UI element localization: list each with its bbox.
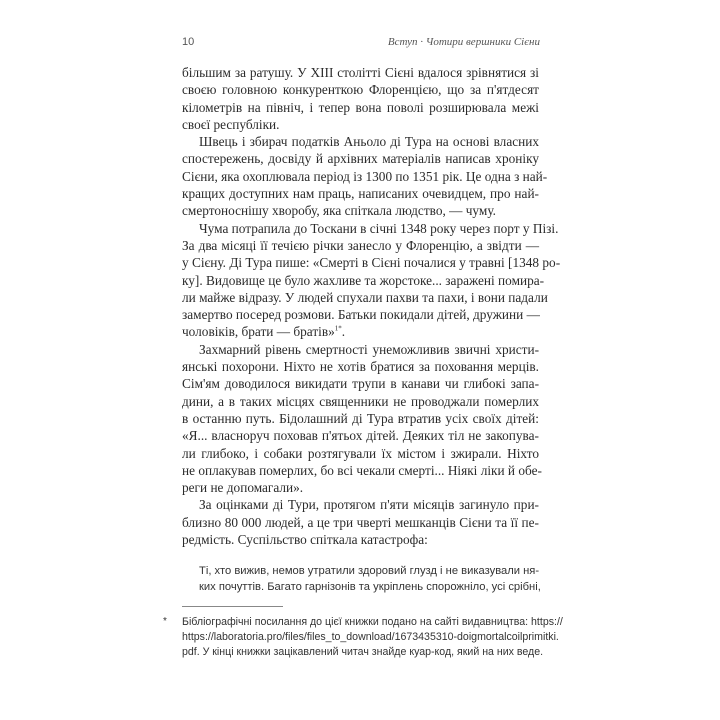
line-text: чоловіків, брати — братів» — [182, 324, 335, 340]
line-text: За два місяці її течією річки занесло у Флоренцію, а звідти — — [182, 237, 539, 253]
line-text: не оплакував померлих, бо всі чекали смерті... Ніякі ліки й обе- — [182, 462, 542, 478]
footnote-line — [182, 630, 559, 645]
text-line — [182, 133, 539, 150]
footnote-line — [182, 645, 544, 660]
text-line — [182, 64, 539, 81]
line-text: більшим за ратушу. У XIII столітті Сієні вдалося зрівнятися зі — [182, 65, 539, 80]
text-line — [182, 185, 539, 202]
text-line — [182, 168, 548, 185]
text-line — [182, 358, 539, 375]
footnote-reference[interactable]: 1* — [334, 325, 342, 334]
line-text: pdf. У кінці книжки зацікавлений читач знайде куар-код, який на них веде. — [182, 646, 544, 658]
text-line — [182, 341, 539, 358]
text-line — [182, 427, 539, 444]
line-text: Захмарний рівень смертності унеможливив звичні христи- — [199, 341, 539, 357]
text-line — [182, 479, 539, 496]
text-line — [182, 237, 539, 254]
text-line — [182, 410, 539, 427]
line-text: своєю головною конкуренткою Флоренцією, що за п'ятдесят — [182, 82, 539, 98]
line-text: смертоноснішу хворобу, яка спіткала людство, — чуму. — [182, 203, 496, 219]
line-text: Ті, хто вижив, немов утратили здоровий глузд і не виказували ня- — [199, 565, 540, 577]
line-text: ли майже відразу. У людей спухали пахви та пахи, і вони падали — [182, 289, 548, 305]
quote-line — [199, 564, 540, 580]
line-text: янські похорони. Ніхто не хотів братися за поховання мерців. — [182, 359, 539, 375]
line-text: «Я... власноруч поховав п'ятьох дітей. Деяких тіл не закопува- — [182, 428, 539, 444]
line-text: За оцінками ді Тури, протягом п'яти місяців загинуло при- — [199, 497, 539, 513]
footnote-line — [182, 615, 563, 630]
footnote-divider — [182, 606, 283, 607]
page-number: 10 — [182, 36, 195, 48]
line-text: Чума потрапила до Тоскани в січні 1348 року через порт у Пізі. — [199, 220, 559, 236]
text-line — [182, 116, 539, 133]
text-line — [182, 306, 539, 323]
line-text: близно 80 000 людей, а це три чверті мешканців Сієни та її пе- — [182, 514, 539, 530]
line-text: Сієни, яка охоплювала період із 1300 по 1351 рік. Це одна з най- — [182, 168, 548, 184]
line-text: ли глибоко, і собаки розтягували їх містом і зжирали. Ніхто — [182, 445, 539, 461]
block-quote — [199, 564, 541, 595]
text-line — [182, 514, 539, 531]
text-line — [182, 462, 542, 479]
line-text: Сім'ям доводилося викидати трупи в канави чи глибокі запа- — [182, 376, 539, 392]
line-text: реги не допомагали». — [182, 480, 304, 496]
body-text — [182, 64, 561, 548]
line-text: ку]. Видовище це було жахливе та жорстоке... заражені помира- — [182, 272, 545, 288]
text-line — [182, 150, 539, 167]
footnote-marker: * — [163, 616, 167, 627]
text-line — [182, 531, 539, 548]
line-text: редмість. Суспільство спіткала катастрофа: — [182, 532, 428, 548]
line-text: замертво посеред розмови. Батьки покидали дітей, дружини — — [182, 307, 540, 323]
line-text: ких почуттів. Багато гарнізонів та укріплень спорожніло, усі срібні, — [199, 580, 541, 593]
line-text: кращих доступних нам праць, написаних очевидцем, про най- — [182, 186, 539, 202]
text-line — [182, 375, 539, 392]
text-line — [182, 289, 548, 306]
running-title: Вступ · Чотири вершники Сієни — [387, 36, 540, 48]
text-line — [182, 496, 539, 513]
line-text: дини, а в таких місцях священники не проводжали померлих — [182, 393, 539, 409]
line-text: кілометрів на північ, і тепер вона поволі розширювала межі — [182, 99, 539, 115]
quote-line — [199, 580, 541, 596]
text-line — [182, 323, 539, 340]
line-text: Бібліографічні посилання до цієї книжки подано на сайті видавництва: https:// — [182, 616, 563, 628]
text-line — [182, 202, 539, 219]
line-tail: . — [341, 324, 346, 340]
line-text: спостережень, досвіду й архівних матеріалів написав хроніку — [182, 151, 539, 167]
text-line — [182, 81, 539, 98]
line-text: в останню путь. Бідолашний ді Тура втратив усіх своїх дітей: — [182, 410, 539, 426]
line-text: у Сієну. Ді Тура пише: «Смерті в Сієні почалися у травні [1348 ро- — [182, 255, 561, 271]
line-text: https://laboratoria.pro/files/files_to_download/1673435310-doigmortalcoilprimitki. — [182, 631, 559, 643]
line-text: своєї республіки. — [182, 116, 280, 132]
footnote — [163, 615, 563, 660]
text-line — [182, 272, 545, 289]
text-line — [182, 220, 559, 237]
text-line — [182, 254, 561, 271]
text-line — [182, 393, 539, 410]
text-line — [182, 445, 539, 462]
line-text: Швець і збирач податків Аньоло ді Тура на основі власних — [199, 134, 539, 150]
text-line — [182, 99, 539, 116]
